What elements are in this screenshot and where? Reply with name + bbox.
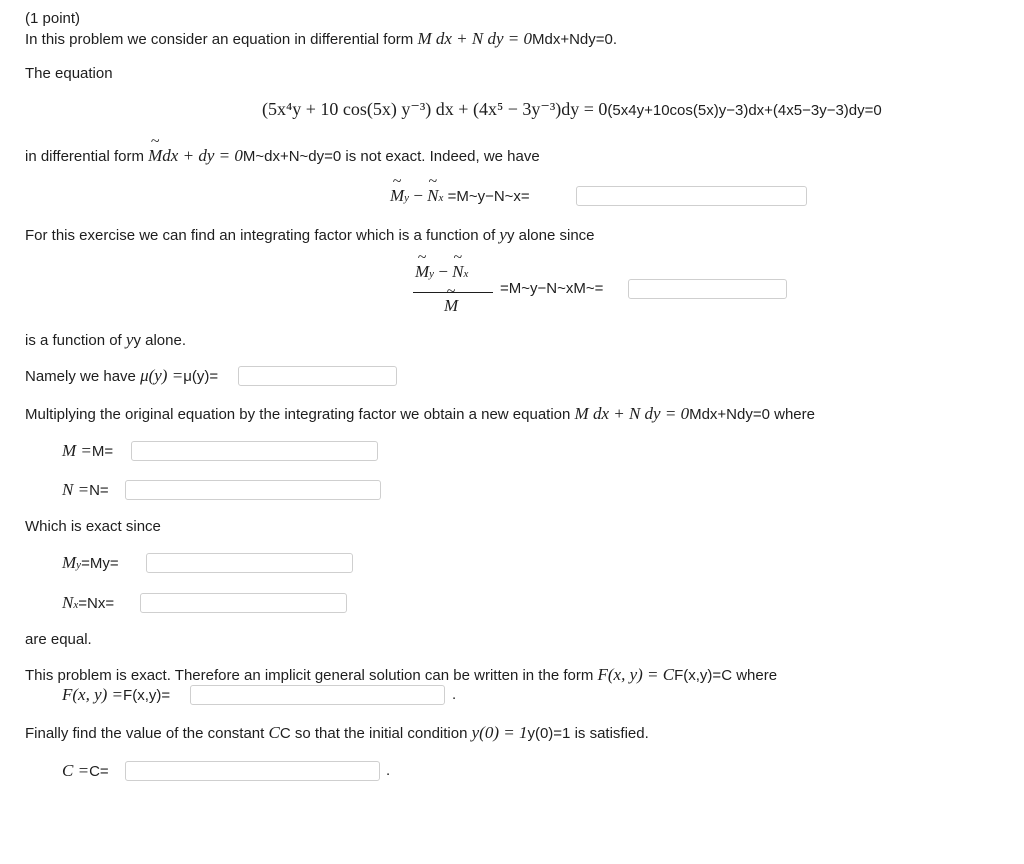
my-answer-input[interactable] [146,553,353,573]
finally-pre: Finally find the value of the constant [25,725,265,742]
namely-pre: Namely we have [25,368,136,385]
intro-line [25,29,617,49]
exact-since-label: Which is exact since [25,518,161,535]
diff-expression: ~ My − ~ Nx =M~y−N~x= [390,186,530,206]
multiply-alt: Mdx+Ndy=0 where [689,406,815,423]
nx-answer-input[interactable] [140,593,347,613]
factor-post: y alone since [506,227,595,244]
f-answer-input[interactable] [190,685,445,705]
my-field-label: My=My= [62,553,119,572]
c-field-period: . [386,762,391,779]
exact-problem-line [25,665,777,685]
n-answer-input[interactable] [125,480,381,500]
c-field-label: C =C= [62,761,109,780]
intro-math: M dx + N dy = 0 [417,29,532,48]
nx-field-label: Nx=Nx= [62,593,115,612]
finally-mid: C so that the initial condition [279,725,468,742]
finally-var: C [268,723,280,742]
points-label: (1 point) [25,10,81,27]
exact-problem-alt: F(x,y)=C where [674,667,778,684]
f-field-period: . [452,686,457,703]
m-tilde-symbol: ~ M [148,146,162,166]
are-equal-label: are equal. [25,631,92,648]
func-var: y [125,330,134,349]
finally-line [25,723,649,743]
main-equation [262,99,882,120]
c-answer-input[interactable] [125,761,380,781]
not-exact-pre: in differential form [25,148,144,165]
exact-problem-math: F(x, y) = C [597,665,675,684]
equation-label: The equation [25,65,113,82]
my-tilde-symbol: ~ M [390,186,404,206]
m-answer-input[interactable] [131,441,378,461]
not-exact-line [25,146,540,166]
factor-pre: For this exercise we can find an integrating factor which is a function of [25,227,496,244]
multiply-math: M dx + N dy = 0 [574,404,690,423]
factor-text-line [25,225,595,245]
intro-text: In this problem we consider an equation in differential form [25,31,414,48]
not-exact-alt: M~dx+N~dy=0 is not exact. Indeed, we have [242,148,540,165]
multiply-line [25,404,815,424]
not-exact-math: dx + dy = 0 [162,146,243,165]
main-equation-alt: (5x4y+10cos(5x)y−3)dx+(4x5−3y−3)dy=0 [607,102,882,119]
ratio-numerator: ~ My − ~ Nx [415,262,468,282]
namely-math: μ(y) = [140,366,184,385]
factor-var: y [499,225,507,244]
mu-answer-input[interactable] [238,366,397,386]
exact-problem-text: This problem is exact. Therefore an implicit general solution can be written in the form [25,667,594,684]
ratio-denominator: ~ M [444,296,458,316]
m-field-label: M =M= [62,441,114,460]
namely-alt: μ(y)= [183,368,219,385]
f-field-label: F(x, y) =F(x,y)= [62,685,171,704]
diff-alt: =M~y−N~x= [447,188,530,205]
intro-alt: Mdx+Ndy=0. [532,31,618,48]
ratio-alt: =M~y−N~xM~= [500,280,604,297]
diff-answer-input[interactable] [576,186,807,206]
finally-math: y(0) = 1 [471,723,528,742]
func-post: y alone. [133,332,186,349]
function-alone-line [25,330,186,350]
func-pre: is a function of [25,332,122,349]
finally-alt: y(0)=1 is satisfied. [527,725,649,742]
namely-line [25,366,218,386]
main-equation-math: (5x⁴y + 10 cos(5x) y⁻³) dx + (4x⁵ − 3y⁻³)dy = 0 [262,99,608,119]
ratio-answer-input[interactable] [628,279,787,299]
n-field-label: N =N= [62,480,109,499]
multiply-text: Multiplying the original equation by the integrating factor we obtain a new equation [25,406,571,423]
nx-tilde-symbol: ~ N [427,186,438,206]
